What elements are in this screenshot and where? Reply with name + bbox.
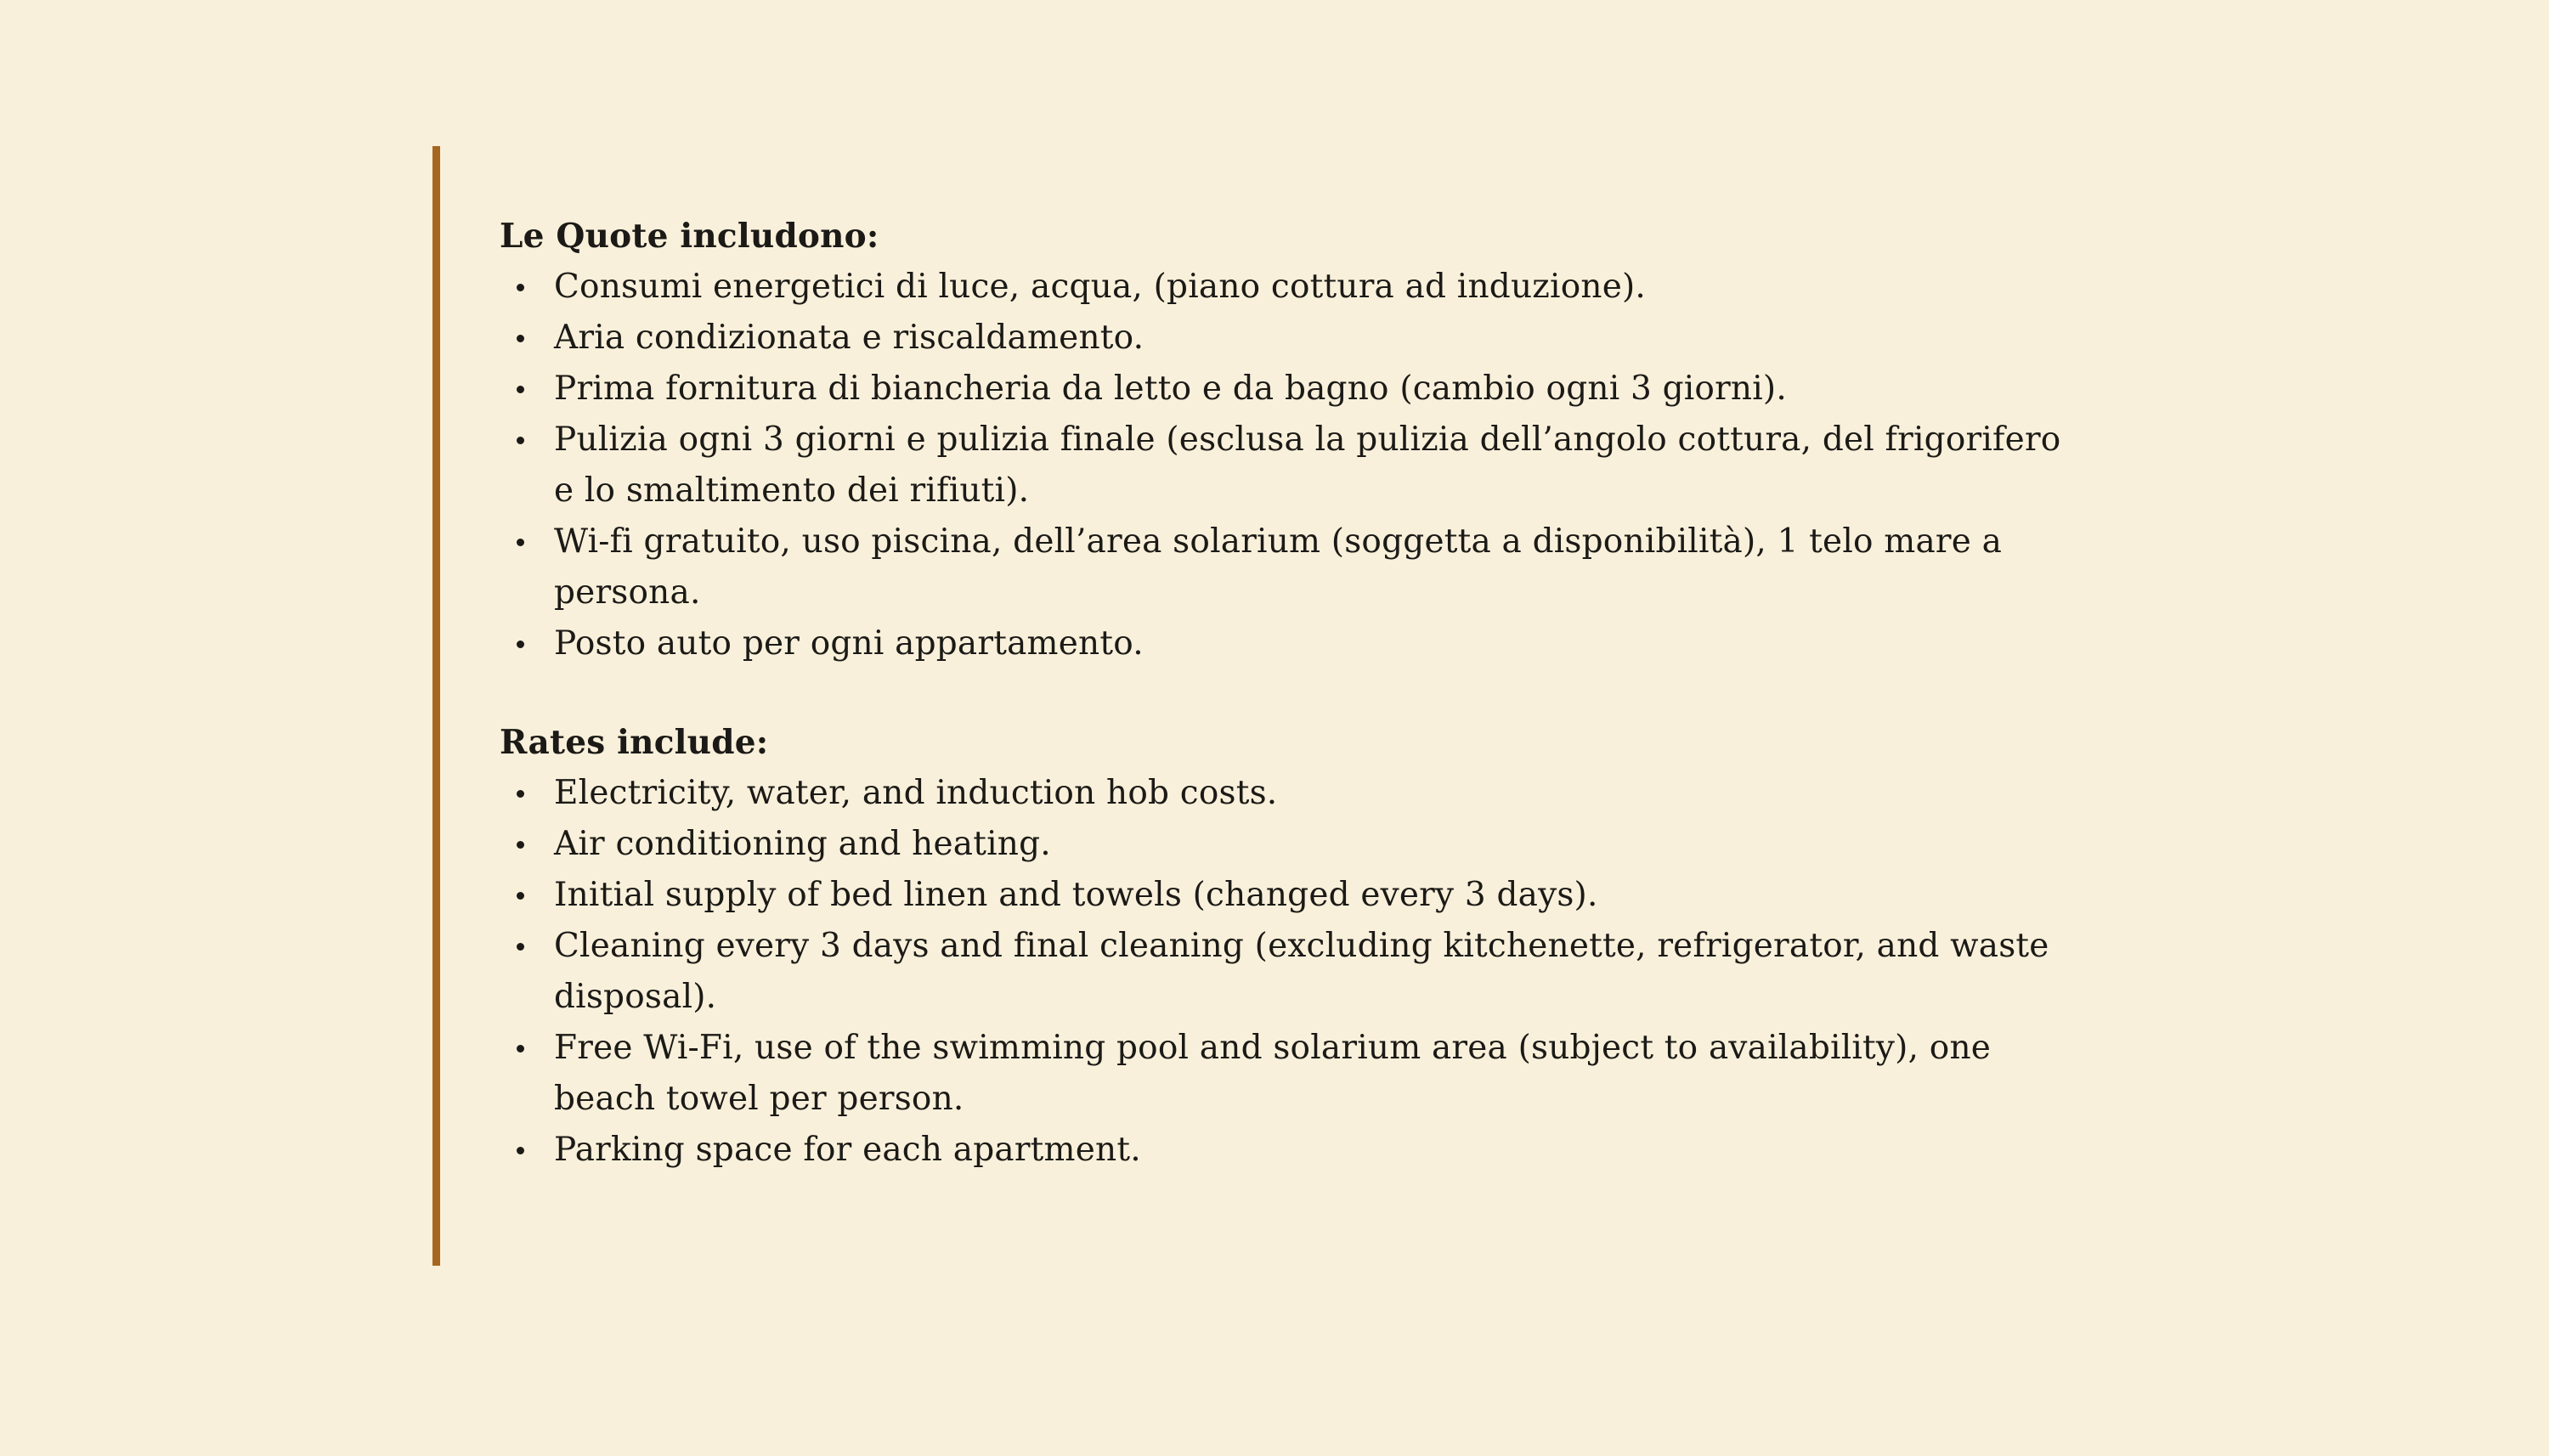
list-item: Posto auto per ogni appartamento.: [500, 618, 2071, 669]
list-item: Initial supply of bed linen and towels (changed every 3 days).: [500, 870, 2071, 921]
list-item: Cleaning every 3 days and final cleaning (excluding kitchenette, refrigerator, and waste disposal).: [500, 921, 2071, 1023]
italian-inclusions-list: [500, 262, 2071, 669]
english-inclusions-list: [500, 768, 2071, 1176]
list-item: Prima fornitura di biancheria da letto e da bagno (cambio ogni 3 giorni).: [500, 364, 2071, 415]
section-title-italian: Le Quote includono:: [500, 217, 879, 256]
list-item: Parking space for each apartment.: [500, 1125, 2071, 1176]
rates-content: [500, 211, 2071, 1176]
section-title-english: Rates include:: [500, 723, 769, 762]
accent-bar: [432, 146, 440, 1266]
list-item: Free Wi-Fi, use of the swimming pool and solarium area (subject to availability), one beach towel per person.: [500, 1023, 2071, 1125]
list-item: Consumi energetici di luce, acqua, (piano cottura ad induzione).: [500, 262, 2071, 313]
section-spacer: [500, 669, 2071, 717]
list-item: Pulizia ogni 3 giorni e pulizia finale (esclusa la pulizia dell’angolo cottura, del frigorifero e lo smaltimento dei rifiuti).: [500, 415, 2071, 516]
list-item: Wi-fi gratuito, uso piscina, dell’area solarium (soggetta a disponibilità), 1 telo mare a persona.: [500, 516, 2071, 618]
list-item: Air conditioning and heating.: [500, 819, 2071, 870]
list-item: Aria condizionata e riscaldamento.: [500, 313, 2071, 364]
list-item: Electricity, water, and induction hob costs.: [500, 768, 2071, 819]
